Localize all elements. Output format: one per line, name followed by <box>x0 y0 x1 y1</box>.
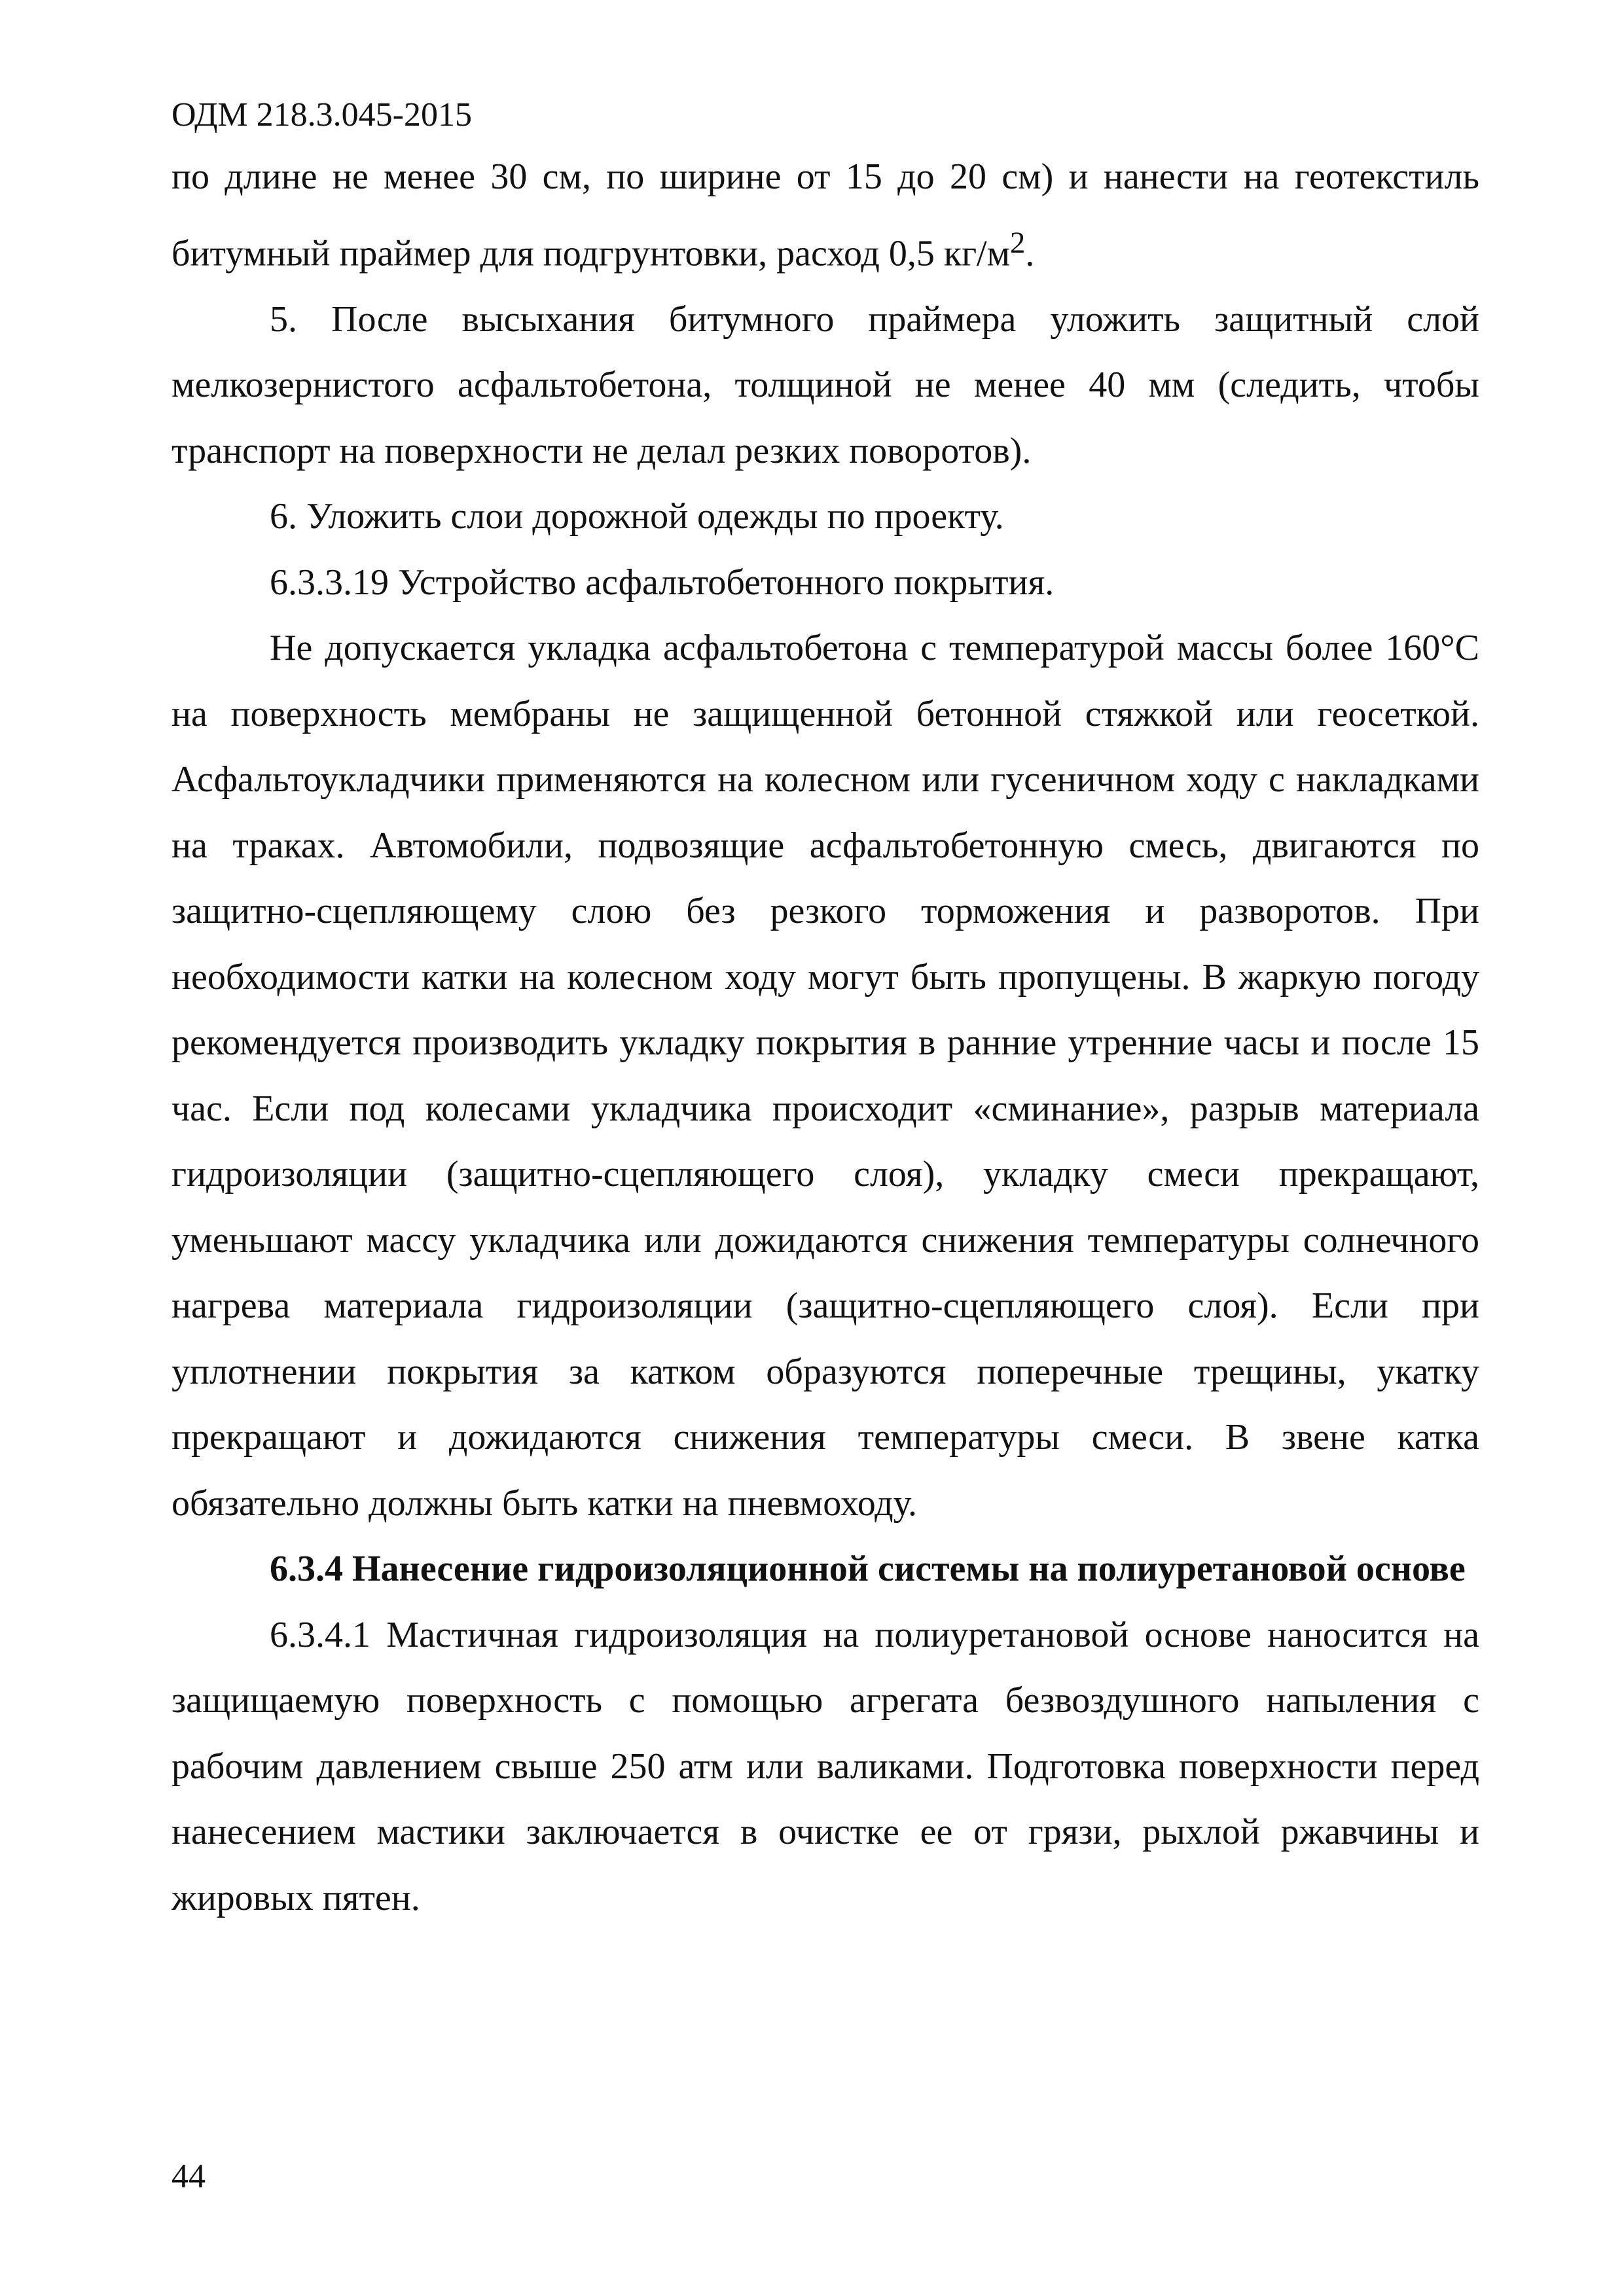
superscript-exponent: 2 <box>1010 225 1026 260</box>
paragraph-step-5: 5. После высыхания битумного праймера уложить защитный слой мелкозернистого асфальтобетона, толщиной не менее 40 мм (следить, чтобы транспорт на поверхности не делал резких поворотов). <box>171 298 1479 471</box>
page-number: 44 <box>171 2158 206 2195</box>
page-body <box>171 144 1479 1931</box>
section-heading-6-3-4: 6.3.4 Нанесение гидроизоляционной системы на полиуретановой основе <box>270 1549 1466 1590</box>
paragraph-continuation-end: . <box>1025 233 1035 274</box>
paragraph-continuation-text: по длине не менее 30 см, по ширине от 15 до 20 см) и нанести на геотекстиль битумный праймер для подгрунтовки, расход 0,5 кг/м <box>171 156 1479 274</box>
paragraph-clause-6-3-3-19: 6.3.3.19 Устройство асфальтобетонного покрытия. <box>270 562 1055 603</box>
paragraph-clause-6-3-4-1: 6.3.4.1 Мастичная гидроизоляция на полиуретановой основе наносится на защищаемую поверхность с помощью агрегата безвоздушного напыления с рабочим давлением свыше 250 атм или валиками. Подготовка поверхности перед нанесением мастики заключается в очистке ее от грязи, рыхлой ржавчины и жировых пятен. <box>171 1614 1479 1918</box>
paragraph-asphalt-laying: Не допускается укладка асфальтобетона с температурой массы более 160°С на поверхность мембраны не защищенной бетонной стяжкой или геосеткой. Асфальтоукладчики применяются на колесном или гусеничном ходу с накладками на траках. Автомобили, подвозящие асфальтобетонную смесь, двигаются по защитно-сцепляющему слою без резкого торможения и разворотов. При необходимости катки на колесном ходу могут быть пропущены. В жаркую погоду рекомендуется производить укладку покрытия в ранние утренние часы и после 15 час. Если под колесами укладчика происходит «сминание», разрыв материала гидроизоляции (защитно-сцепляющего слоя), укладку смеси прекращают, уменьшают массу укладчика или дожидаются снижения температуры солнечного нагрева материала гидроизоляции (защитно-сцепляющего слоя). Если при уплотнении покрытия за катком образуются поперечные трещины, укатку прекращают и дожидаются снижения температуры смеси. В звене катка обязательно должны быть катки на пневмоходу. <box>171 628 1479 1524</box>
document-code-header: ОДМ 218.3.045-2015 <box>171 96 472 134</box>
paragraph-step-6: 6. Уложить слои дорожной одежды по проекту. <box>270 496 1004 537</box>
paragraph-continuation <box>171 144 1479 287</box>
